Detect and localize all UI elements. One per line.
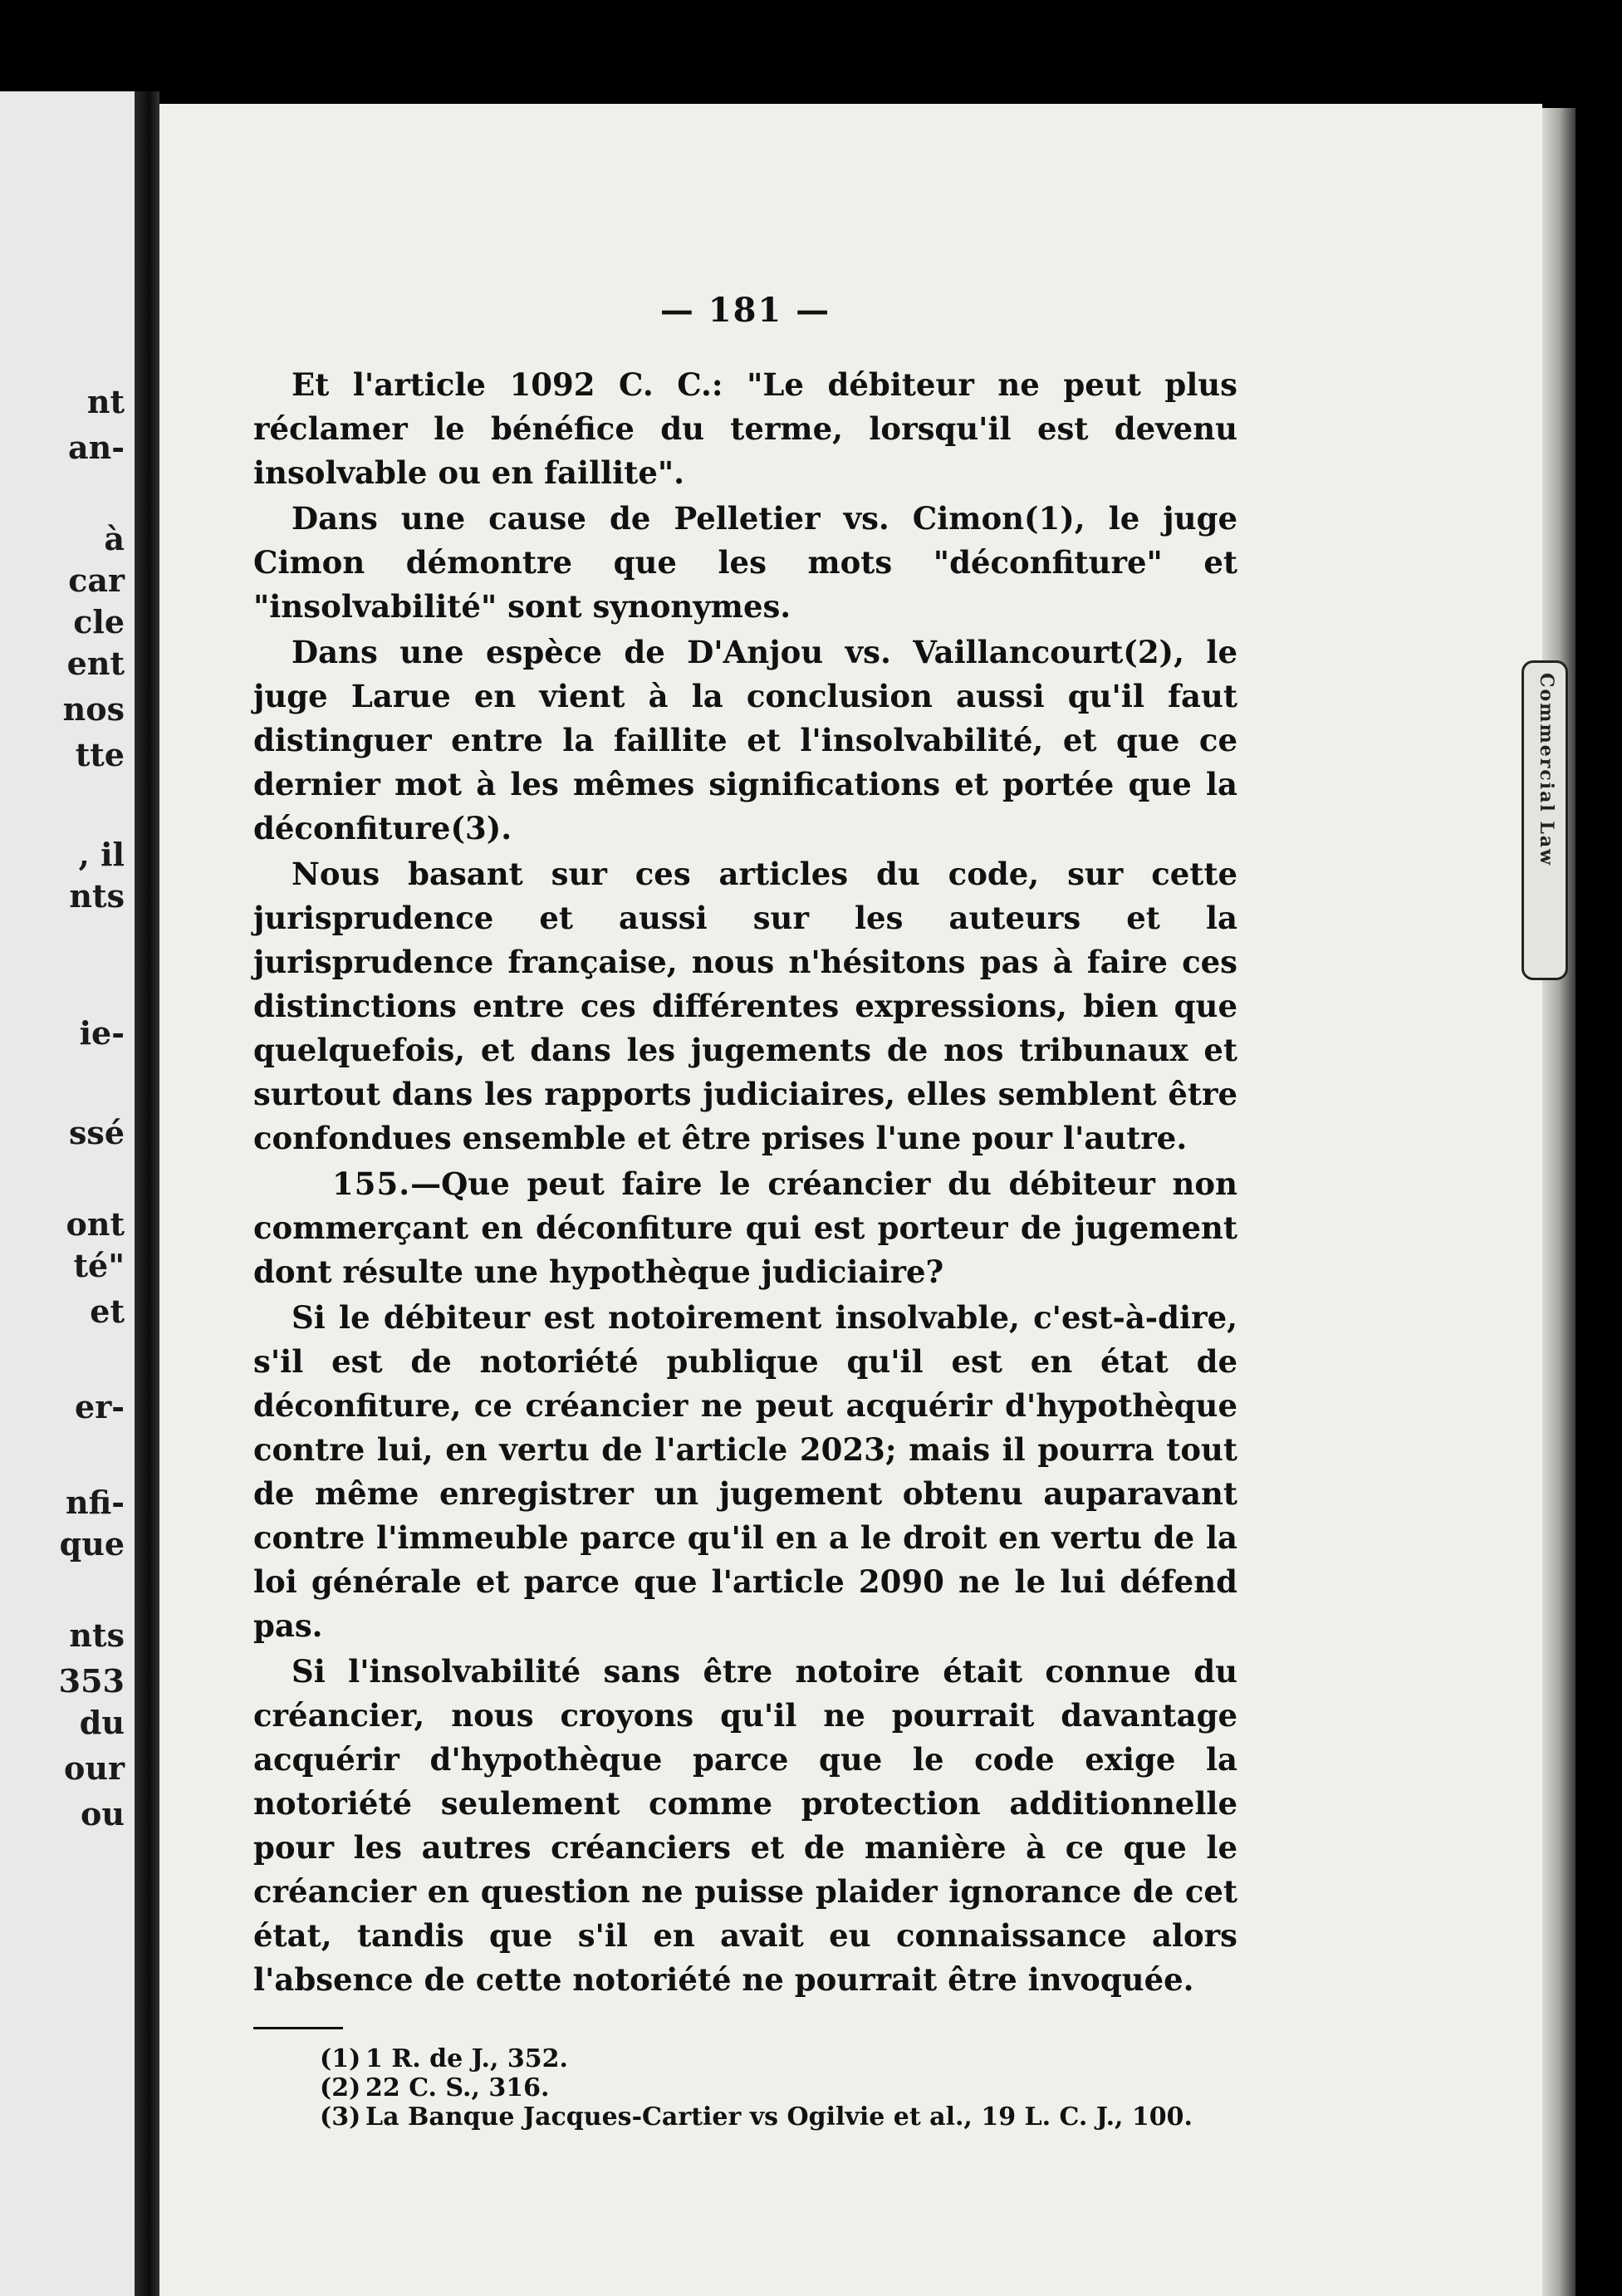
left-page-fragment: ou [81,1795,125,1832]
left-page-fragment: nfi- [65,1484,125,1521]
page-edge [1542,108,1575,2296]
footnote-mark: (2) [320,2073,361,2102]
footnote-text: 22 C. S., 316. [365,2073,550,2102]
left-page-fragment: nts [69,1617,125,1654]
left-page-fragment: ssé [69,1114,125,1151]
left-page-fragment: an- [67,429,125,466]
section-number: 155. [332,1165,411,1202]
page-content [253,291,1237,2132]
left-page-fragment: cle [73,603,125,640]
section-heading [253,1162,1237,1294]
book-gutter [135,91,159,2296]
left-page-fragment: que [59,1525,125,1563]
paragraph: Et l'article 1092 C. C.: "Le débiteur ne peut plus réclamer le bénéfice du terme, lorsqu'il est devenu insolvable ou en faillite". [253,366,1237,491]
footnote [320,2044,1237,2073]
section-question: —Que peut faire le créancier du débiteur non commerçant en déconfiture qui est porteur de jugement dont résulte une hypothèque judiciaire? [253,1165,1237,1290]
left-page [0,91,135,2296]
left-page-fragment: nos [62,690,125,728]
left-page-fragment: ont [66,1205,125,1243]
left-page-fragment: ent [66,645,125,682]
left-page-fragment: nts [69,877,125,915]
footnote [320,2102,1237,2132]
footnote-mark: (1) [320,2044,361,2073]
footnote-mark: (3) [320,2102,361,2132]
left-page-fragment: ie- [79,1014,125,1052]
paragraph: Si le débiteur est notoirement insolvable, c'est-à-dire, s'il est de notoriété publique qu'il est en état de déconfiture, ce créancier ne peut acquérir d'hypothèque contre lui, en vertu de l'article 2023; mais il pourra tout de même enregistrer un jugement obtenu auparavant contre l'immeuble parce qu'il en a le droit en vertu de la loi générale et parce que l'article 2090 ne le lui défend pas. [253,1299,1237,1644]
left-page-fragment: et [90,1293,125,1330]
paragraph: Dans une espèce de D'Anjou vs. Vaillancourt(2), le juge Larue en vient à la conclusion aussi qu'il faut distinguer entre la faillite et l'insolvabilité, et que ce dernier mot à les mêmes significations et portée que la déconfiture(3). [253,634,1237,846]
paragraph: Dans une cause de Pelletier vs. Cimon(1), le juge Cimon démontre que les mots "déconfiture" et "insolvabilité" sont synonymes. [253,500,1237,625]
left-page-fragment: , il [78,836,125,873]
paragraph: Nous basant sur ces articles du code, sur cette jurisprudence et aussi sur les auteurs et la jurisprudence française, nous n'hésitons pas à faire ces distinctions entre ces différentes expressions, bien que quelquefois, et dans les jugements de nos tribunaux et surtout dans les rapports judiciaires, elles semblent être confondues ensemble et être prises l'une pour l'autre. [253,856,1237,1156]
footnote-text: La Banque Jacques-Cartier vs Ogilvie et al., 19 L. C. J., 100. [365,2102,1193,2132]
left-page-fragment: du [79,1704,125,1741]
index-tab-label: Commercial Law [1536,673,1557,867]
paragraph: Si l'insolvabilité sans être notoire était connue du créancier, nous croyons qu'il ne pourrait davantage acquérir d'hypothèque parce que le code exige la notoriété seulement comme protection additionnelle pour les autres créanciers et de manière à ce que le créancier en question ne puisse plaider ignorance de cet état, tandis que s'il en avait eu connaissance alors l'absence de cette notoriété ne pourrait être invoquée. [253,1653,1237,1998]
footnote-text: 1 R. de J., 352. [365,2044,568,2073]
left-page-fragment: car [68,562,125,599]
left-page-fragment: our [64,1749,125,1787]
footnote-divider [253,2027,343,2029]
left-page-fragment: à [104,520,125,557]
left-page-fragment: tte [75,736,125,773]
left-page-fragment: nt [86,383,125,420]
left-page-fragment: er- [75,1388,125,1425]
left-page-fragment: 353 [58,1662,125,1700]
left-page-fragment: té" [73,1247,125,1284]
footnote [320,2073,1237,2102]
page-number: — 181 — [659,291,831,330]
